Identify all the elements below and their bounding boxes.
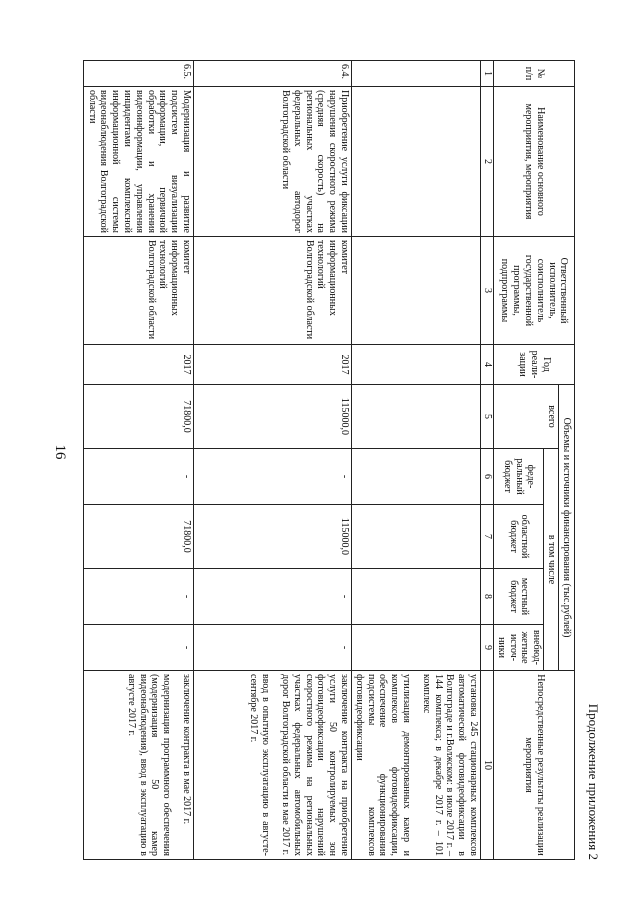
col-number: 6: [481, 449, 494, 505]
cell-num: [352, 61, 481, 87]
header-funding: Объемы и источники финансирования (тыс.рублей): [559, 385, 575, 671]
cell-year: [352, 345, 481, 385]
cell-federal: [352, 449, 481, 505]
table-row: [194, 61, 352, 860]
cell-extra: -: [194, 625, 352, 671]
col-number: 3: [481, 237, 494, 345]
col-number: 7: [481, 505, 494, 569]
rotated-page-content: [75, 60, 601, 860]
cell-federal: -: [84, 449, 194, 505]
col-number: 4: [481, 345, 494, 385]
cell-federal: -: [194, 449, 352, 505]
cell-executor: комитет информационных технологий Волгоградской области: [194, 237, 352, 345]
header-local: местный бюджет: [494, 569, 544, 625]
cell-name: Приобретение услуги фиксации нарушения скоростного режима (средняя скорость) на региональных участках федеральных автодорог Волгоградской области: [194, 87, 352, 237]
cell-results: [352, 671, 481, 860]
header-num: № п/п: [494, 61, 575, 87]
cell-name: [352, 87, 481, 237]
cell-year: 2017: [84, 345, 194, 385]
header-results: Непосредственные результаты реализации мероприятия: [494, 671, 575, 860]
results-text: установка 245 стационарных комплексов автоматической фотовидеофиксации в Волгограде и г.Волжском: в июле 2017 г. – 144 комплекса; в декабре 2017 г. – 101 комплекс: [420, 674, 480, 856]
column-number-row: [481, 61, 494, 860]
col-number: 2: [481, 87, 494, 237]
results-text: модернизация программного обеспечения (модернизация 50 камер видеонаблюдения), ввод в эксплуатацию в августе 2017 г.: [125, 674, 173, 856]
results-text: заключение контракта на приобретение услуги 50 контролируемых зон фотовидеофиксации нарушений скоростного режима на региональных участках федеральных автомобильных дорог Волгоградской области в мае 2017 г.: [280, 674, 351, 856]
header-total: всего: [494, 385, 559, 449]
col-number: 9: [481, 625, 494, 671]
cell-executor: комитет информационных технологий Волгоградской области: [84, 237, 194, 345]
cell-regional: 115000,0: [194, 505, 352, 569]
col-number: 8: [481, 569, 494, 625]
cell-name: Модернизация и развитие подсистем визуализации информации, первичной обработки и хранения видеоинформации, управления инцидентами комплексной информационной системы видеонаблюдения Волгоградской области: [84, 87, 194, 237]
header-incl: в том числе: [544, 449, 559, 671]
header-executor: Ответственный исполнитель, соисполнитель государственной программы, подпрограммы: [494, 237, 575, 345]
cell-total: 71800,0: [84, 385, 194, 449]
col-number: 5: [481, 385, 494, 449]
header-year: Год реали-зации: [494, 345, 575, 385]
cell-regional: [352, 505, 481, 569]
cell-total: 115000,0: [194, 385, 352, 449]
cell-local: [352, 569, 481, 625]
cell-executor: [352, 237, 481, 345]
table-row: [84, 61, 194, 860]
results-text: заключение контракта в мае 2017 г.: [181, 674, 193, 825]
cell-results: [194, 671, 352, 860]
cell-total: [352, 385, 481, 449]
cell-local: -: [84, 569, 194, 625]
cell-regional: 71800,0: [84, 505, 194, 569]
col-number: 10: [481, 671, 494, 860]
table-row: [352, 61, 481, 860]
results-text: утилизация демонтированных камер и комплексов фотовидеофиксации, обеспечение функционирования подсистемы комплексов фотовидеофиксации: [353, 674, 413, 856]
col-number: 1: [481, 61, 494, 87]
cell-extra: -: [84, 625, 194, 671]
cell-num: 6.4.: [194, 61, 352, 87]
header-federal: феде-ральный бюджет: [494, 449, 544, 505]
header-regional: областной бюджет: [494, 505, 544, 569]
cell-extra: [352, 625, 481, 671]
page-number: 16: [52, 444, 68, 460]
continuation-caption: Продолжение приложения 2: [586, 703, 601, 860]
cell-year: 2017: [194, 345, 352, 385]
cell-results: [84, 671, 194, 860]
header-extra: внебюд-жетные источ-ники: [494, 625, 544, 671]
program-measures-table: [83, 60, 575, 860]
cell-local: -: [194, 569, 352, 625]
results-text: ввод в опытную эксплуатацию в августе-сентябре 2017 г.: [248, 674, 272, 856]
cell-num: 6.5.: [84, 61, 194, 87]
header-name: Наименование основного мероприятия, мероприятия: [494, 87, 575, 237]
